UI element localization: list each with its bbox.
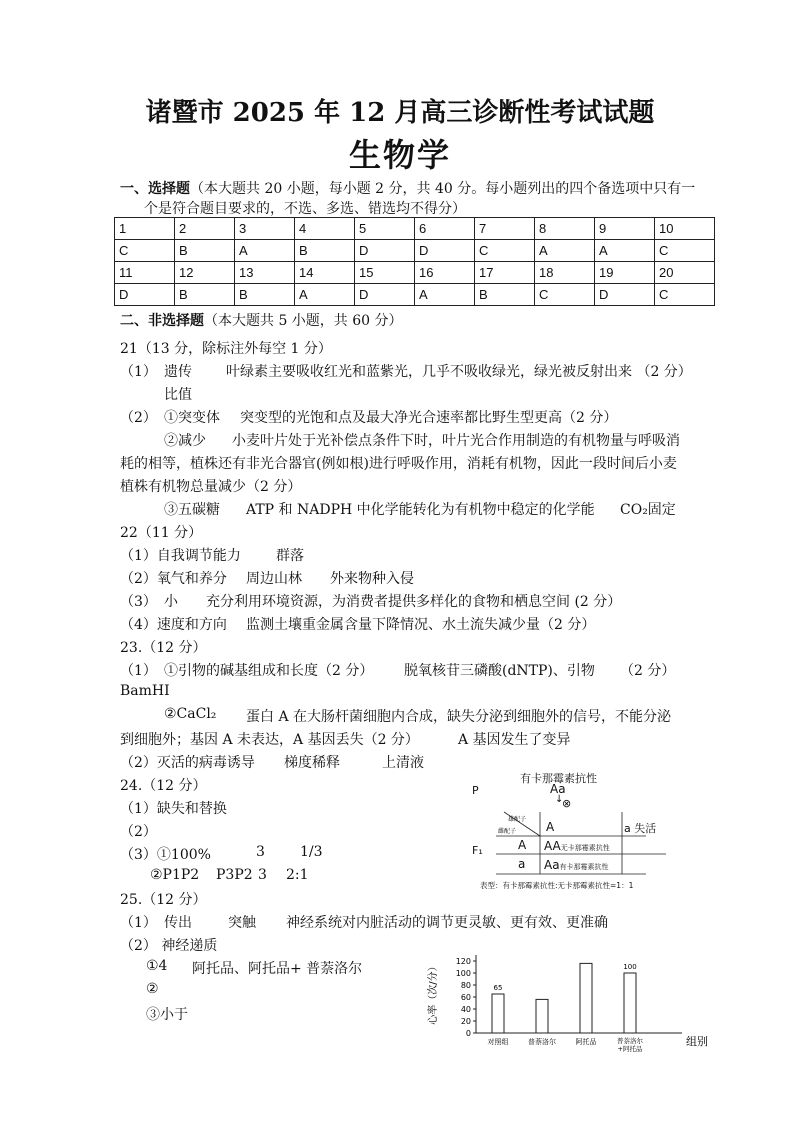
q25-l4: ②	[146, 981, 159, 997]
q25-l3a: ①4	[146, 958, 168, 974]
x-tick-label: 普萘洛尔	[528, 1038, 556, 1046]
table-cell: 10	[655, 218, 715, 240]
y-tick-label: 120	[455, 957, 471, 966]
diagram-cola-note: 失活	[634, 822, 657, 835]
arrow-down-icon: ↓	[555, 794, 564, 805]
q25-l5: ③小于	[146, 1007, 188, 1023]
table-cell: B	[175, 240, 235, 262]
table-row	[115, 262, 715, 284]
q25-l2: （2） 神经递质	[120, 938, 218, 954]
table-cell: 3	[235, 218, 295, 240]
q23-l5a: （2）灭活的病毒诱导	[120, 755, 255, 771]
section1-heading: 一、选择题	[120, 181, 190, 197]
q22-l2a: （2）氧气和养分	[120, 571, 227, 587]
q22-l3a: （3）	[120, 594, 157, 610]
q23-l3b: 蛋白 A 在大肠杆菌细胞内合成，缺失分泌到细胞外的信号，不能分泌	[246, 709, 672, 725]
table-cell: 12	[175, 262, 235, 284]
q23-l1c: 脱氧核苷三磷酸(dNTP)、引物	[404, 663, 595, 679]
x-tick-label: +阿托品	[617, 1045, 643, 1053]
table-cell: 11	[115, 262, 175, 284]
q21-l1b: 遗传	[164, 364, 192, 380]
q23-l2: BamHI	[120, 683, 170, 699]
table-cell: 2	[175, 218, 235, 240]
cell-phenotype: 无卡那霉素抗性	[560, 844, 610, 852]
table-cell: C	[535, 284, 595, 306]
table-row	[115, 240, 715, 262]
q22-l4b: 监测土壤重金属含量下降情况、水土流失减少量（2 分）	[246, 617, 596, 633]
q24-l2: （2）	[120, 824, 157, 840]
table-cell: 6	[415, 218, 475, 240]
q23-l3a: ②CaCl₂	[164, 706, 217, 722]
q23-l1b: ①引物的碱基组成和长度（2 分）	[164, 663, 374, 679]
table-cell: C	[655, 240, 715, 262]
table-cell: D	[355, 284, 415, 306]
table-cell: 13	[235, 262, 295, 284]
table-cell: 1	[115, 218, 175, 240]
y-tick-label: 20	[460, 1017, 471, 1026]
table-cell: B	[235, 284, 295, 306]
q24-l1: （1）缺失和替换	[120, 801, 227, 817]
y-tick-label: 0	[465, 1029, 471, 1038]
diagram-rowa: a	[518, 857, 526, 871]
diagram-p: P	[472, 784, 479, 797]
q23-l1d: （2 分）	[620, 663, 676, 679]
table-cell: 5	[355, 218, 415, 240]
diagram-colA: A	[546, 820, 555, 834]
bar-data-label: 65	[493, 984, 503, 992]
x-tick-label: 对照组	[487, 1038, 509, 1046]
q24-l4b: P3P2	[216, 867, 253, 883]
q21-l2c: 突变型的光饱和点及最大净光合速率都比野生型更高（2 分）	[240, 410, 618, 426]
table-row	[115, 218, 715, 240]
q25-l3b: 阿托品、阿托品+ 普萘洛尔	[192, 961, 363, 977]
table-cell: B	[295, 240, 355, 262]
table-cell: D	[415, 240, 475, 262]
table-cell: D	[355, 240, 415, 262]
q24-l3c: 1/3	[300, 844, 323, 860]
bar	[492, 994, 504, 1033]
x-tick-label: 阿托品	[575, 1038, 597, 1046]
bar-data-label: 100	[623, 963, 637, 971]
table-cell: C	[115, 240, 175, 262]
x-axis-label: 组别	[686, 1035, 708, 1048]
punnett-diagram	[466, 770, 678, 894]
q24-l3a: （3）①100%	[120, 847, 211, 863]
diagram-self: ⊗	[562, 797, 572, 810]
table-cell: C	[655, 284, 715, 306]
cell-genotype: Aa	[544, 858, 560, 872]
table-cell: A	[415, 284, 475, 306]
bar	[580, 963, 592, 1033]
diagram-female: 雌配子	[498, 828, 517, 835]
section1-note1: （本大题共 20 小题，每小题 2 分，共 40 分。每小题列出的四个备选项中只有一	[190, 181, 696, 197]
q25-head: 25.（12 分）	[120, 892, 207, 908]
table-cell: 7	[475, 218, 535, 240]
exam-title: 诸暨市 2025 年 12 月高三诊断性考试试题	[145, 98, 655, 128]
diagram-rowA: A	[518, 838, 527, 852]
q21-l1c: 叶绿素主要吸收红光和蓝紫光，几乎不吸收绿光，绿光被反射出来 （2 分）	[226, 364, 692, 380]
table-cell: 19	[595, 262, 655, 284]
q25-l1a: （1）	[120, 915, 157, 931]
q21-l2b: ①突变体	[164, 410, 220, 426]
y-tick-label: 40	[460, 1005, 471, 1014]
section2-heading: 二、非选择题	[120, 313, 204, 329]
q23-l5c: 上清液	[382, 755, 424, 771]
q22-l4a: （4）速度和方向	[120, 617, 227, 633]
diagram-male: 雄配子	[508, 816, 527, 823]
diagram-col-a	[624, 820, 656, 836]
q22-l1a: （1）自我调节能力	[120, 548, 241, 564]
y-tick-label: 80	[460, 981, 471, 990]
y-tick-label: 60	[460, 993, 471, 1002]
q23-l5b: 梯度稀释	[284, 755, 340, 771]
q21-l4: 耗的相等，植株还有非光合器官(例如根)进行呼吸作用，消耗有机物，因此一段时间后小麦	[120, 456, 677, 472]
diagram-parent: Aa	[550, 782, 566, 796]
q21-head: 21（13 分，除标注外每空 1 分）	[120, 341, 332, 357]
cell-genotype: AA	[544, 839, 561, 853]
table-cell: 4	[295, 218, 355, 240]
table-cell: A	[295, 284, 355, 306]
q21-l1a: （1）	[120, 364, 157, 380]
q21-l3a: ②减少	[164, 433, 206, 449]
q24-l4c: 3	[258, 867, 267, 883]
cell-phenotype: 有卡那霉素抗性	[559, 863, 609, 871]
table-cell: 9	[595, 218, 655, 240]
q25-l1b: 传出	[164, 915, 192, 931]
table-cell: 15	[355, 262, 415, 284]
q22-l1b: 群落	[276, 548, 304, 564]
table-cell: 8	[535, 218, 595, 240]
table-cell: C	[475, 240, 535, 262]
q24-l3b: 3	[256, 844, 265, 860]
table-cell: 14	[295, 262, 355, 284]
diagram-f1: F₁	[472, 844, 483, 857]
q22-l2b: 周边山林	[246, 571, 302, 587]
table-cell: D	[115, 284, 175, 306]
table-cell: 16	[415, 262, 475, 284]
y-axis-label: 心率（次/分）	[428, 961, 439, 1025]
diagram-cell-Aa	[544, 857, 609, 873]
q21-l5: 植株有机物总量减少（2 分）	[120, 479, 302, 495]
table-cell: A	[595, 240, 655, 262]
y-tick-label: 100	[455, 969, 471, 978]
diagram-caption: 表型：有卡那霉素抗性:无卡那霉素抗性=1：1	[480, 881, 634, 890]
q23-l1a: （1）	[120, 663, 157, 679]
section2-note: （本大题共 5 小题，共 60 分）	[204, 313, 403, 329]
section2-heading-line	[120, 310, 403, 330]
table-row	[115, 284, 715, 306]
q21-l3b: 小麦叶片处于光补偿点条件下时，叶片光合作用制造的有机物量与呼吸消	[232, 433, 680, 449]
q22-head: 22（11 分）	[120, 525, 203, 541]
table-cell: 20	[655, 262, 715, 284]
table-cell: A	[235, 240, 295, 262]
q23-head: 23.（12 分）	[120, 640, 207, 656]
table-cell: B	[475, 284, 535, 306]
q21-l6c: CO₂固定	[620, 502, 676, 518]
q21-l1d: 比值	[164, 387, 192, 403]
q24-l4a: ②P1P2	[150, 867, 200, 883]
bar	[624, 973, 636, 1033]
bar	[536, 999, 548, 1033]
table-cell: A	[535, 240, 595, 262]
diagram-cell-AA	[544, 838, 610, 854]
section1-heading-line	[120, 178, 695, 198]
q21-l6b: ATP 和 NADPH 中化学能转化为有机物中稳定的化学能	[246, 502, 595, 518]
table-cell: D	[595, 284, 655, 306]
x-tick-label: 普萘洛尔	[617, 1037, 643, 1045]
diagram-cola: a	[624, 822, 631, 835]
table-cell: 17	[475, 262, 535, 284]
table-cell: B	[175, 284, 235, 306]
subject-title: 生物学	[348, 136, 451, 174]
q22-l3c: 充分利用环境资源，为消费者提供多样化的食物和栖息空间 (2 分）	[206, 594, 622, 610]
table-cell: 18	[535, 262, 595, 284]
answer-table	[114, 217, 715, 306]
q24-l4d: 2:1	[286, 867, 309, 883]
heart-rate-chart	[420, 945, 708, 1055]
q24-head: 24.（12 分）	[120, 778, 207, 794]
q25-l1d: 神经系统对内脏活动的调节更灵敏、更有效、更准确	[286, 915, 608, 931]
q21-l2a: （2）	[120, 410, 157, 426]
q21-l6a: ③五碳糖	[164, 502, 220, 518]
q23-l4b: A 基因发生了变异	[458, 732, 571, 748]
q22-l2c: 外来物种入侵	[330, 571, 414, 587]
q23-l4a: 到细胞外；基因 A 未表达，A 基因丢失（2 分）	[120, 732, 419, 748]
section1-note2: 个是符合题目要求的，不选、多选、错选均不得分）	[144, 201, 466, 217]
q25-l1c: 突触	[228, 915, 256, 931]
q22-l3b: 小	[164, 594, 178, 610]
diagram-title: 有卡那霉素抗性	[520, 772, 597, 785]
